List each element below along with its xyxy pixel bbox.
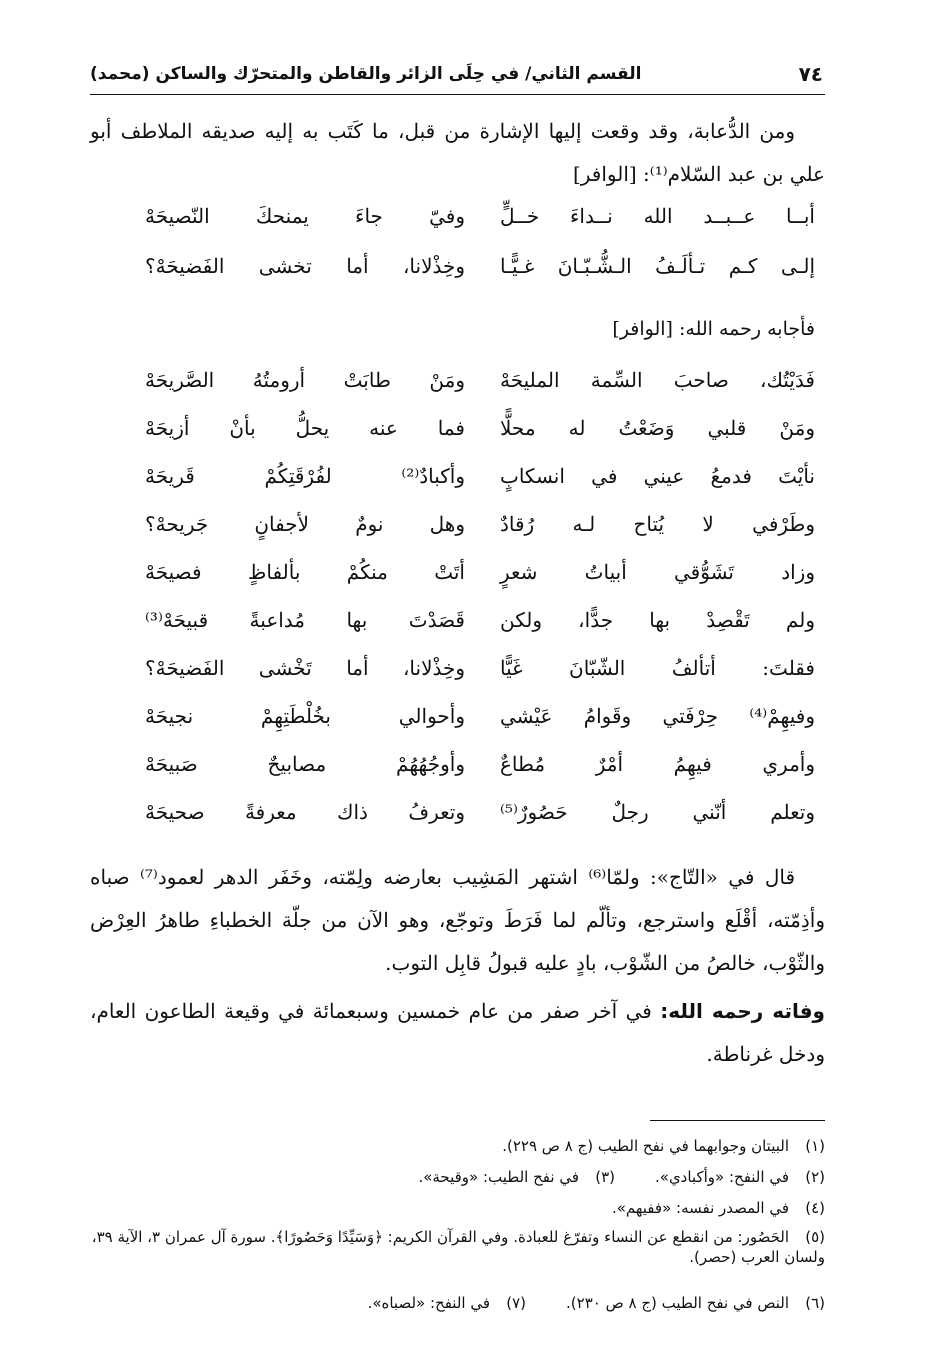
verse-second-hemistich: قَصَدْتَ بها مُداعبةً قبيحَهْ⁽³⁾ [145,608,465,632]
running-header [90,58,825,94]
footnote-text: البيتان وجوابهما في نفح الطيب (ج ٨ ص ٢٢٩). [502,1137,789,1155]
paragraph-taj-text: قال في «التّاج»: ولمّا⁽⁶⁾ اشتهر المَشِيب بعارضه ولِمّته، وخَفَر الدهر لعمود⁽⁷⁾ صباه وأذِمّته، أقْلَع واسترجع، وتألّم لما فَرَطَ وتوجّع، وهو الآن من جلّة الخطباءِ طاهرُ العِرْض والثّوْب، خالصُ من الشّوْب، بادٍ عليه قبولُ قابِل التوب. [90,865,825,975]
footnote-2-3 [90,1167,825,1187]
verse-first-hemistich: ومَنْ قلبي وَضَعْتُ له محلًّا [500,416,815,440]
footnote-text: في النفح: «لصباه». [367,1294,491,1312]
footnote-4 [90,1198,825,1218]
verse-second-hemistich: وخِذْلانا، أما تخشى الفَضيحَهْ؟ [145,254,465,278]
verse-first-hemistich: فَدَيْتُك، صاحبَ السِّمة المليحَهْ [500,368,815,392]
verse-second-hemistich: وأوجُهُهُمْ مصابيحٌ صَبيحَهْ [145,752,465,776]
verse-first-hemistich: وأمري فيهِمُ أمْرٌ مُطاعٌ [500,752,815,776]
footnote-number: (٢) [805,1168,825,1186]
verse-first-hemistich: فقلتَ: أتألفُ الشّبّانَ غَيًّا [500,656,815,680]
verse-line [110,248,815,292]
verse-second-hemistich: فما عنه يحلُّ بأنْ أزيحَهْ [145,416,465,440]
footnote-number: (٥) [805,1228,825,1246]
paragraph-intro-text: ومن الدُّعابة، وقد وقعت إليها الإشارة من قبل، ما كَتَب به إليه صديقه الملاطف أبو علي بن عبد السّلام⁽¹⁾: [الوافر] [90,119,825,186]
verse-first-hemistich: وتعلم أنّني رجلٌ حَصُورٌ⁽⁵⁾ [500,800,815,824]
footnote-text: في النفح: «وأكبادي». [655,1168,789,1186]
page-number: ٧٤ [798,62,823,86]
verse-first-hemistich: إلـى كـم تـألَـفُ الـشُّـبّـانَ غـيًّـا [500,254,815,278]
verse-first-hemistich: وزاد تَشَوُّقي أبياتُ شعرٍ [500,560,815,584]
footnote-text: في المصدر نفسه: «ففيهم». [611,1199,789,1217]
verse-second-hemistich: وأكبادٌ⁽²⁾ لفُرْقَتِكُمْ قَريحَهْ [145,464,465,488]
reply-intro: فأجابه رحمه الله: [الوافر] [612,318,815,340]
verse-line [110,794,815,838]
verse-second-hemistich: أتَتْ منكُمْ بألفاظٍ فصيحَهْ [145,560,465,584]
verse-second-hemistich: وهل نومٌ لأجفانٍ جَريحهْ؟ [145,512,465,536]
header-title: القسم الثاني/ في حِلَى الزائر والقاطن والمتحرّك والساكن (محمد) [90,64,642,84]
verse-second-hemistich: وتعرفُ ذاك معرفةً صحيحَهْ [145,800,465,824]
footnote-number: (٦) [805,1294,825,1312]
verse-line [110,602,815,646]
verse-second-hemistich: ومَنْ طابَتْ أرومتُهُ الصَّريحَهْ [145,368,465,392]
verse-second-hemistich: وفيّ جاءَ يمنحكَ النّصيحَهْ [145,204,465,228]
footnote-text: النص في نفح الطيب (ج ٨ ص ٢٣٠). [566,1294,789,1312]
verse-line [110,362,815,406]
footnote-rule [650,1120,825,1121]
death-heading: وفاته رحمه الله: [660,999,825,1023]
verse-line [110,458,815,502]
verse-line [110,198,815,242]
verse-first-hemistich: ولم تَقْصِدْ بها جدًّا، ولكن [500,608,815,632]
verse-first-hemistich: وفيهِمْ⁽⁴⁾ حِرْفَتي وقَوامُ عَيْشي [500,704,815,728]
footnote-text: الحَصُور: من انقطع عن النساء وتفرّغ للعبادة. وفي القرآن الكريم: ﴿وَسَيِّدًا وَحَصُورًا﴾. سورة آل عمران ٣، الآية ٣٩، ولسان العرب (حصر). [91,1228,825,1266]
verse-first-hemistich: وطَرْفي لا يُتاح لـه رُقادٌ [500,512,815,536]
paragraph-intro [90,110,825,196]
footnote-6-7 [90,1293,825,1313]
footnote-5 [90,1227,825,1267]
footnote-number: (١) [805,1137,825,1155]
verse-line [110,410,815,454]
verse-line [110,650,815,694]
footnote-text: في نفح الطيب: «وقيحة». [418,1168,579,1186]
footnote-number: (٧) [506,1294,527,1312]
verse-line [110,506,815,550]
verse-line [110,554,815,598]
verse-second-hemistich: وخِذْلانا، أما تَخْشى الفَضيحَهْ؟ [145,656,465,680]
verse-second-hemistich: وأحوالي بخُلْطَتِهِمْ نجيحَهْ [145,704,465,728]
paragraph-death [90,990,825,1076]
verse-line [110,746,815,790]
footnote-number: (٤) [805,1199,825,1217]
death-text: في آخر صفر من عام خمسين وسبعمائة في وقيعة الطاعون العام، ودخل غرناطة. [90,999,825,1066]
footnote-1 [90,1136,825,1156]
verse-first-hemistich: أبــا عــبــد الله نــداءَ خــلٍّ [500,204,815,228]
header-rule [90,94,825,95]
verse-line [110,698,815,742]
verse-first-hemistich: نأيْتَ فدمعُ عيني في انسكابٍ [500,464,815,488]
footnote-number: (٣) [595,1168,615,1186]
paragraph-taj [90,856,825,985]
